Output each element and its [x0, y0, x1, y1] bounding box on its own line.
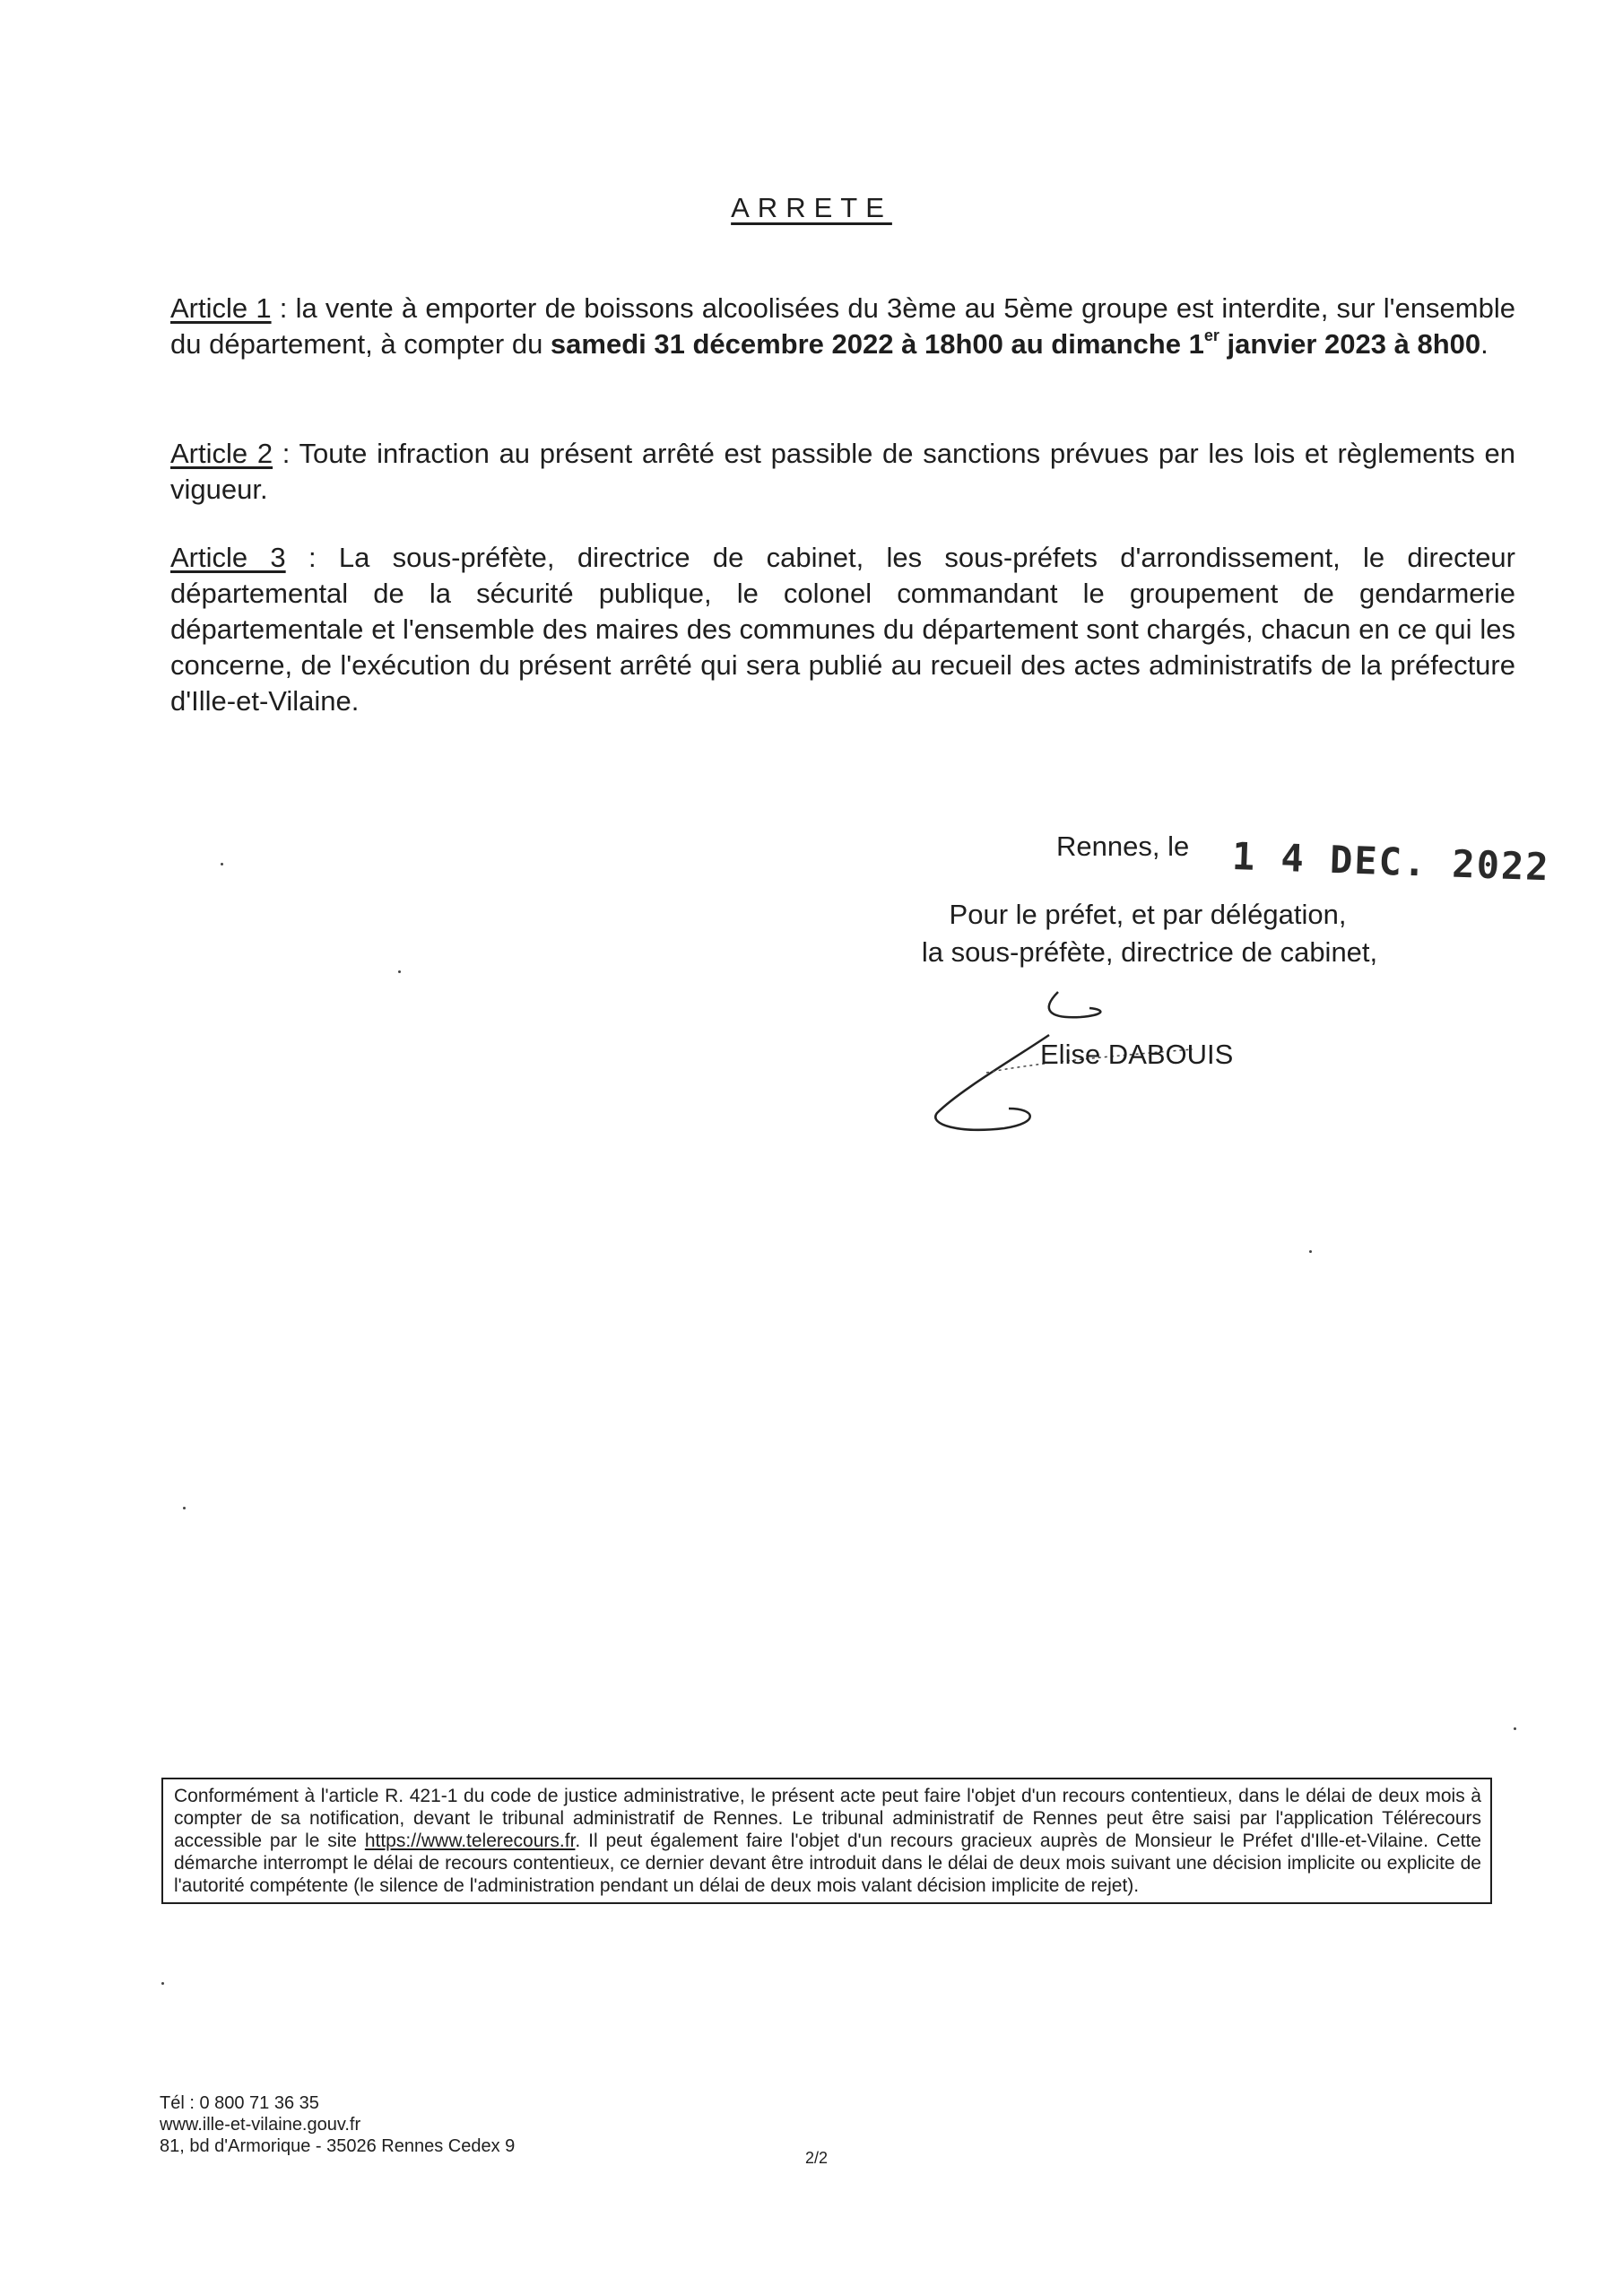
article-1-text-end: . [1480, 328, 1488, 360]
document-title: ARRETE [731, 192, 892, 223]
date-stamp: 1 4 DEC. 2022 [1231, 834, 1551, 890]
article-2 [170, 436, 1515, 508]
scan-speck [1309, 1250, 1312, 1253]
article-1-bold-part1: samedi 31 décembre 2022 à 18h00 au dimanche 1 [550, 328, 1204, 360]
article-1 [170, 291, 1515, 362]
legal-notice-box [161, 1778, 1492, 1904]
article-3-text: La sous-préfète, directrice de cabinet, les sous-préfets d'arrondissement, le directeur départemental de la sécurité publique, le colonel commandant le groupement de gendarmerie départementale et l'ensemble des maires des communes du département sont chargés, chacun en ce qui les concerne, de l'exécution du présent arrêté qui sera publié au recueil des actes administratifs de la préfecture d'Ille-et-Vilaine. [170, 542, 1515, 717]
article-1-bold-part2: janvier 2023 à 8h00 [1219, 328, 1481, 360]
article-2-label: Article 2 [170, 438, 273, 469]
footer-phone: Tél : 0 800 71 36 35 [160, 2093, 319, 2113]
page-number: 2/2 [805, 2149, 829, 2167]
signer-name: Elise DABOUIS [1040, 1039, 1234, 1070]
telerecours-link[interactable]: https://www.telerecours.fr [364, 1831, 576, 1851]
footer-contact [160, 2092, 515, 2157]
article-1-bold-dates [551, 328, 1480, 360]
footer-website[interactable]: www.ille-et-vilaine.gouv.fr [160, 2115, 361, 2135]
article-3-separator: : [285, 542, 339, 573]
scan-speck [183, 1507, 186, 1509]
legal-notice-text-end: . Il peut également faire l'objet d'un recours gracieux auprès de Monsieur le Préfet d'Ille-et-Vilaine. Cette démarche interrompt le délai de recours contentieux, ce dernier devant être introduit dans le délai de deux mois suivant une décision implicite ou explicite de l'autorité compétente (le silence de l'administration pendant un délai de deux mois valant décision implicite de rejet). [174, 1831, 1481, 1896]
footer-address: 81, bd d'Armorique - 35026 Rennes Cedex 9 [160, 2136, 516, 2156]
article-1-separator: : [271, 292, 296, 324]
scan-speck [161, 1982, 164, 1985]
signature-line-2: la sous-préfète, directrice de cabinet, [921, 936, 1378, 968]
scan-speck [221, 863, 223, 865]
article-2-separator: : [273, 438, 299, 469]
article-3 [170, 540, 1515, 719]
scan-speck [1514, 1727, 1516, 1730]
article-2-text: Toute infraction au présent arrêté est passible de sanctions prévues par les lois et règlements en vigueur. [170, 438, 1516, 505]
signature-place: Rennes, le [1056, 831, 1190, 862]
article-1-text: la vente à emporter de boissons alcoolisées du 3ème au 5ème groupe est interdite, sur l'ensemble du département, à compter du [170, 292, 1515, 360]
article-1-label: Article 1 [170, 292, 272, 324]
signature-line-1: Pour le préfet, et par délégation, [949, 899, 1347, 930]
legal-notice-text: Conformément à l'article R. 421-1 du code de justice administrative, le présent acte peut faire l'objet d'un recours contentieux, dans le délai de deux mois à compter de sa notification, devant le tribunal administratif de Rennes. Le tribunal administratif de Rennes peut être saisi par l'application Télérecours accessible par le site [174, 1786, 1481, 1851]
article-3-label: Article 3 [170, 542, 286, 573]
article-1-bold-sup: er [1203, 326, 1219, 344]
scan-speck [398, 970, 401, 973]
